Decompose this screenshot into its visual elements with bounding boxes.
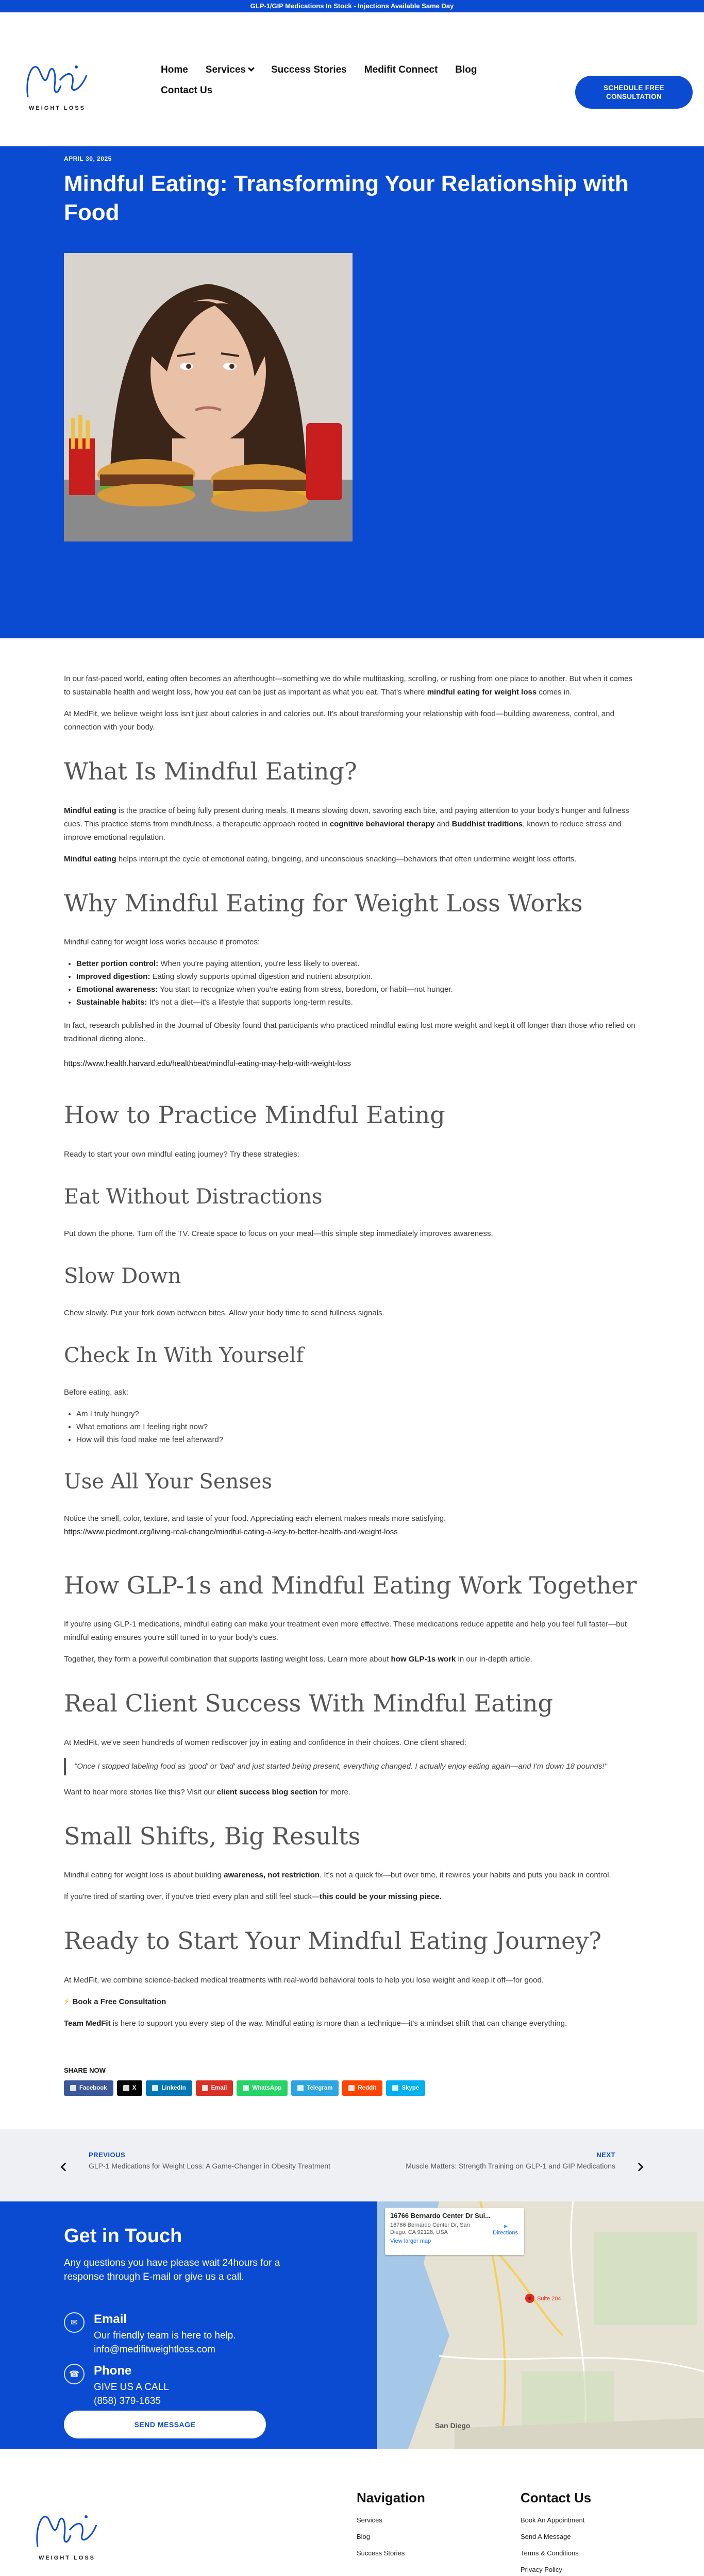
glp1-article-link[interactable]: how GLP-1s work — [391, 1655, 456, 1664]
why-benefits-list — [76, 957, 640, 1009]
arrow-right-icon[interactable] — [635, 2162, 644, 2171]
book-consultation-link[interactable]: Book a Free Consultation — [72, 1997, 166, 2006]
skype-icon — [392, 2085, 398, 2091]
telegram-icon — [297, 2085, 304, 2091]
email-address-link[interactable]: info@medifitweightloss.com — [94, 2344, 215, 2355]
phone-text: GIVE US A CALL — [94, 2381, 169, 2393]
linkedin-icon — [152, 2085, 158, 2091]
shifts-paragraph-1: Mindful eating for weight loss is about building awareness, not restriction. It's not a quick fix—but over time, it rewires your habits and puts you back in control. — [64, 1871, 611, 1879]
why-intro: Mindful eating for weight loss works because it promotes: — [64, 938, 260, 946]
heading-check-in: Check In With Yourself — [64, 1343, 304, 1367]
how-intro: Ready to start your own mindful eating journey? Try these strategies: — [64, 1149, 299, 1159]
post-hero — [0, 146, 704, 638]
share-x-button[interactable]: X — [117, 2080, 143, 2096]
email-icon — [202, 2085, 208, 2091]
svg-text:WEIGHT LOSS: WEIGHT LOSS — [39, 2554, 95, 2561]
footer-navigation — [357, 2490, 425, 2566]
piedmont-source-link[interactable]: https://www.piedmont.org/living-real-change/mindful-eating-a-key-to-better-health-and-weight-loss — [64, 1527, 398, 1536]
contact-title: Get in Touch — [64, 2225, 182, 2247]
ready-paragraph-1: At MedFit, we combine science-backed medical treatments with real-world behavioral tools to help you lose weight and keep it off—for good. — [64, 1975, 544, 1985]
footer-link-terms[interactable]: Terms & Conditions — [521, 2549, 579, 2557]
what-paragraph-2: Mindful eating helps interrupt the cycle of emotional eating, bingeing, and unconscious snacking—behaviors that often undermine weight loss efforts. — [64, 854, 577, 863]
chevron-down-icon — [248, 65, 255, 72]
view-larger-map-link[interactable]: View larger map — [390, 2238, 431, 2244]
svg-text:Suite 204: Suite 204 — [537, 2295, 561, 2302]
list-item: • What emotions am I feeling right now? — [76, 1420, 640, 1433]
list-item: • Am I truly hungry? — [76, 1408, 640, 1420]
footer-nav-title: Navigation — [357, 2489, 425, 2505]
list-item: • Sustainable habits: It's not a diet—it's a lifestyle that supports long-term results. — [76, 996, 640, 1009]
heading-ready-to-start: Ready to Start Your Mindful Eating Journey? — [64, 1927, 601, 1955]
client-success-link[interactable]: client success blog section — [216, 1787, 317, 1797]
glp-paragraph-1: If you're using GLP-1 medications, mindful eating can make your treatment even more effective. These medications reduce appetite and help you feel full faster—but mindful eating ensures you're still tuned in to your body's cues. — [64, 1620, 627, 1642]
contact-phone-block — [64, 2364, 169, 2408]
list-item: • How will this food make me feel afterward? — [76, 1433, 640, 1446]
footer-link-send-message[interactable]: Send A Message — [521, 2532, 571, 2540]
woman-with-fast-food-illustration — [64, 253, 353, 541]
ready-paragraph-2: Team MedFit is here to support you every step of the way. Mindful eating is more than a technique—it's a mindset shift that can change everything. — [64, 2019, 567, 2028]
share-buttons — [64, 2080, 640, 2096]
heading-slow-down: Slow Down — [64, 1264, 181, 1288]
share-skype-button[interactable]: Skype — [386, 2080, 425, 2096]
checkin-intro: Before eating, ask: — [64, 1387, 129, 1397]
lightning-icon: ⚡ — [64, 1997, 70, 2006]
post-featured-image — [64, 253, 353, 541]
phone-number-link[interactable]: (858) 379-1635 — [94, 2395, 161, 2406]
email-icon: ✉ — [64, 2312, 85, 2333]
glp-paragraph-2: Together, they form a powerful combination that supports lasting weight loss. Learn more about how GLP-1s work in our in-depth article. — [64, 1655, 532, 1664]
success-paragraph-1: At MedFit, we've seen hundreds of women rediscover joy in eating and confidence in their choices. One client shared: — [64, 1738, 466, 1747]
map-info-card: 16766 Bernardo Center Dr Sui... 16766 Bernardo Center Dr, San Diego, CA 92128, USA View larger map ➤ Directions — [385, 2208, 524, 2255]
footer-link-success-stories[interactable]: Success Stories — [357, 2549, 405, 2557]
heading-why-it-works: Why Mindful Eating for Weight Loss Works — [64, 889, 583, 917]
post-title: Mindful Eating: Transforming Your Relationship with Food — [64, 171, 629, 225]
announcement-bar: GLP-1/GIP Medications In Stock - Injections Available Same Day — [0, 0, 704, 12]
footer-link-book-appointment[interactable]: Book An Appointment — [521, 2516, 585, 2524]
nav-blog[interactable]: Blog — [455, 64, 477, 75]
phone-label: Phone — [94, 2363, 132, 2378]
phone-icon: ☎ — [64, 2364, 85, 2384]
what-paragraph-1: Mindful eating is the practice of being fully present during meals. It means slowing down, savoring each bite, and paying attention to your body's hunger and fullness cues. This practice stems from mindfulness, a therapeutic approach rooted in cognitive behavioral therapy and Buddhist traditions, known to reduce stress and improve emotional regulation. — [64, 806, 629, 842]
share-telegram-button[interactable]: Telegram — [291, 2080, 339, 2096]
footer-contact-title: Contact Us — [521, 2489, 592, 2505]
shifts-paragraph-2: If you're tired of starting over, if you've tried every plan and still feel stuck—this could be your missing piece. — [64, 1892, 442, 1901]
contact-email-block — [64, 2312, 236, 2357]
footer-medfit-logo[interactable] — [28, 2499, 106, 2566]
nav-services[interactable]: Services — [206, 64, 254, 76]
share-reddit-button[interactable]: Reddit — [342, 2080, 382, 2096]
heading-use-senses: Use All Your Senses — [64, 1469, 272, 1494]
harvard-source-link[interactable]: https://www.health.harvard.edu/healthbeat/mindful-eating-may-help-with-weight-loss — [64, 1059, 351, 1068]
share-heading: SHARE NOW — [64, 2066, 106, 2074]
share-facebook-button[interactable]: Facebook — [64, 2080, 113, 2096]
senses-paragraph: Notice the smell, color, texture, and taste of your food. Appreciating each element makes meals more satisfying. https://www.piedmont.org/living-real-change/mindful-eating-a-key-to-better-health-and-weight-loss — [64, 1514, 446, 1536]
heading-what-is-mindful-eating: What Is Mindful Eating? — [64, 757, 357, 785]
success-paragraph-2: Want to hear more stories like this? Visit our client success blog section for more. — [64, 1787, 351, 1797]
whatsapp-icon — [243, 2085, 249, 2091]
contact-section — [0, 2201, 704, 2449]
email-label: Email — [94, 2312, 127, 2326]
directions-link[interactable]: ➤ Directions — [493, 2223, 518, 2236]
intro-paragraph-2: At MedFit, we believe weight loss isn't just about calories in and calories out. It's about transforming your relationship with food—building awareness, control, and connection with your body. — [64, 709, 614, 732]
previous-post-link[interactable]: PREVIOUS GLP-1 Medications for Weight Loss: A Game-Changer in Obesity Treatment — [89, 2150, 330, 2170]
facebook-icon — [70, 2085, 76, 2091]
heading-client-success: Real Client Success With Mindful Eating — [64, 1689, 553, 1717]
reddit-icon — [348, 2085, 355, 2091]
medfit-logo[interactable] — [19, 49, 96, 116]
nav-success-stories[interactable]: Success Stories — [271, 64, 347, 75]
heading-small-shifts: Small Shifts, Big Results — [64, 1822, 361, 1850]
footer-link-services[interactable]: Services — [357, 2516, 382, 2524]
main-navigation — [161, 60, 522, 101]
list-item: • Better portion control: When you're paying attention, you're less likely to overeat. — [76, 957, 640, 970]
next-post-link[interactable]: NEXT Muscle Matters: Strength Training on GLP-1 and GIP Medications — [406, 2150, 615, 2170]
svg-text:WEIGHT LOSS: WEIGHT LOSS — [29, 105, 86, 111]
share-whatsapp-button[interactable]: WhatsApp — [237, 2080, 288, 2096]
heading-eat-without-distractions: Eat Without Distractions — [64, 1184, 323, 1209]
why-research: In fact, research published in the Journal of Obesity found that participants who practiced mindful eating lost more weight and kept it off longer than those who relied on traditional dieting alone. — [64, 1021, 635, 1043]
share-email-button[interactable]: Email — [196, 2080, 233, 2096]
nav-home[interactable]: Home — [161, 64, 188, 75]
directions-icon: ➤ — [502, 2223, 508, 2230]
schedule-consultation-button[interactable]: SCHEDULE FREE CONSULTATION — [575, 76, 693, 109]
site-header — [0, 12, 704, 146]
svg-text:San Diego: San Diego — [435, 2421, 471, 2430]
send-message-button[interactable]: SEND MESSAGE — [64, 2411, 266, 2438]
nav-medifit-connect[interactable]: Medifit Connect — [364, 64, 438, 75]
slow-paragraph: Chew slowly. Put your fork down between bites. Allow your body time to send fullness signals. — [64, 1308, 384, 1317]
share-linkedin-button[interactable]: LinkedIn — [146, 2080, 192, 2096]
checkin-questions-list — [76, 1408, 640, 1446]
contact-map[interactable] — [377, 2201, 704, 2449]
heading-glp1-mindful: How GLP-1s and Mindful Eating Work Together — [64, 1571, 637, 1599]
distractions-paragraph: Put down the phone. Turn off the TV. Create space to focus on your meal—this simple step immediately improves awareness. — [64, 1229, 493, 1238]
post-content — [0, 638, 704, 2096]
list-item: • Improved digestion: Eating slowly supports optimal digestion and nutrient absorption. — [76, 970, 640, 983]
nav-contact-us[interactable]: Contact Us — [161, 85, 213, 96]
footer-link-blog[interactable]: Blog — [357, 2532, 371, 2540]
x-icon — [123, 2085, 129, 2091]
list-item: • Emotional awareness: You start to recognize when you're eating from stress, boredom, or habit—not hunger. — [76, 983, 640, 996]
intro-paragraph-1: In our fast-paced world, eating often becomes an afterthought—something we do while multitasking, scrolling, or rushing from one place to another. But when it comes to sustainable health and weight loss, how you eat can be just as important as what you eat. That's where mindful eating for weight loss comes in. — [64, 674, 633, 697]
email-text: Our friendly team is here to help. — [94, 2330, 236, 2341]
footer-contact — [521, 2490, 591, 2576]
post-date: APRIL 30, 2025 — [64, 155, 112, 162]
post-navigation — [0, 2129, 704, 2201]
site-footer — [0, 2449, 704, 2576]
contact-description: Any questions you have please wait 24hours for a response through E-mail or give us a call. — [64, 2257, 280, 2282]
footer-link-privacy[interactable]: Privacy Policy — [521, 2565, 562, 2573]
arrow-left-icon[interactable] — [61, 2162, 70, 2171]
heading-how-to-practice: How to Practice Mindful Eating — [64, 1101, 445, 1129]
client-quote: "Once I stopped labeling food as 'good' or 'bad' and just started being present, everything changed. I actually enjoy eating again—and I'm down 18 pounds!" — [64, 1758, 641, 1775]
book-consultation-line — [64, 1995, 640, 2009]
